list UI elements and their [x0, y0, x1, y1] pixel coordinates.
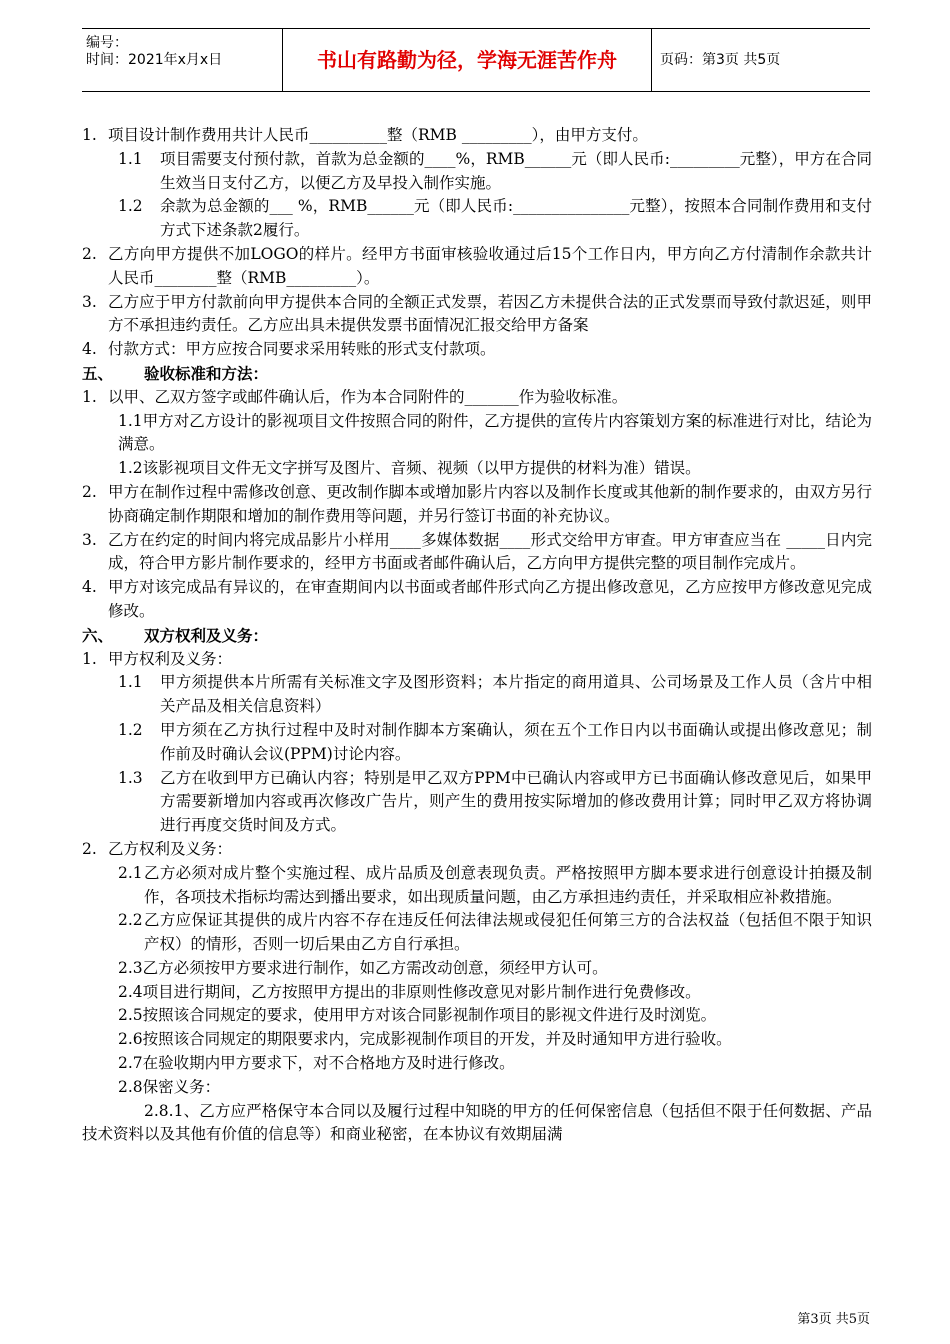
rights-clause-2-4: 2.4项目进行期间，乙方按照甲方提出的非原则性修改意见对影片制作进行免费修改。 [118, 982, 701, 1001]
clause-2: 2. 乙方向甲方提供不加LOGO的样片。经甲方书面审核验收通过后15个工作日内，甲方向乙方付清制作余款共计人民币________整（RMB_________）。 [82, 244, 872, 287]
rights-clause-2-8-1: 2.8.1、乙方应严格保守本合同以及履行过程中知晓的甲方的任何保密信息（包括但不限于任何数据、产品技术资料以及其他有价值的信息等）和商业秘密，在本协议有效期届满 [82, 1101, 872, 1144]
section-6-heading: 六、 双方权利及义务： [82, 625, 269, 645]
rights-clause-1-2: 1.2 甲方须在乙方执行过程中及时对制作脚本方案确认，须在五个工作日内以书面确认或提出修改意见；制作前及时确认会议(PPM)讨论内容。 [118, 720, 872, 763]
header-left [82, 29, 282, 91]
rights-clause-2-6: 2.6按照该合同规定的期限要求内，完成影视制作项目的开发，并及时通知甲方进行验收。 [118, 1030, 732, 1049]
rights-clause-2-1: 2.1 乙方必须对成片整个实施过程、成片品质及创意表现负责。严格按照甲方脚本要求进行创意设计拍摄及制作，各项技术指标均需达到播出要求，如出现质量问题，由乙方承担违约责任，并采取相应补救措施。 [118, 863, 872, 906]
clause-4: 4. 付款方式：甲方应按合同要求采用转账的形式支付款项。 [82, 340, 496, 359]
acceptance-clause-1-2: 1.2该影视项目文件无文字拼写及图片、音频、视频（以甲方提供的材料为准）错误。 [118, 459, 701, 478]
rights-clause-2-5: 2.5按照该合同规定的要求，使用甲方对该合同影视制作项目的影视文件进行及时浏览。 [118, 1006, 717, 1025]
rights-clause-1-3: 1.3 乙方在收到甲方已确认内容；特别是甲乙双方PPM中已确认内容或甲方已书面确认修改意见后，如果甲方需要新增加内容或再次修改广告片，则产生的费用按实际增加的修改费用计算；同时甲乙双方将协调进行再度交货时间及方式。 [118, 768, 872, 835]
rights-clause-2-2: 2.2 乙方应保证其提供的成片内容不存在违反任何法律法规或侵犯任何第三方的合法权益（包括但不限于知识产权）的情形，否则一切后果由乙方自行承担。 [118, 911, 872, 954]
acceptance-clause-3: 3. 乙方在约定的时间内将完成品影片小样用____多媒体数据____形式交给甲方审查。甲方审查应当在 _____日内完成，符合甲方影片制作要求的，经甲方书面或者邮件确认后，乙方向甲方提供完整的项目制作完成片。 [82, 530, 872, 573]
rights-clause-2-8: 2.8保密义务： [118, 1077, 221, 1096]
time-label: 时间：2021年x月x日 [86, 52, 223, 68]
acceptance-clause-4: 4. 甲方对该完成品有异议的，在审查期间内以书面或者邮件形式向乙方提出修改意见，乙方应按甲方修改意见完成修改。 [82, 578, 872, 620]
header-page-label: 页码：第3页 共5页 [660, 52, 781, 68]
header-motto: 书山有路勤为径，学海无涯苦作舟 [282, 29, 652, 91]
page-footer: 第3页 共5页 [797, 1312, 870, 1327]
rights-clause-2-7: 2.7在验收期内甲方要求下，对不合格地方及时进行修改。 [118, 1054, 515, 1073]
acceptance-clause-2: 2. 甲方在制作过程中需修改创意、更改制作脚本或增加影片内容以及制作长度或其他新的制作要求的，由双方另行协商确定制作期限和增加的制作费用等问题，并另行签订书面的补充协议。 [82, 482, 872, 525]
section-5-heading: 五、 验收标准和方法： [82, 363, 269, 383]
document-body [82, 124, 872, 1147]
rights-clause-2: 2. 乙方权利及义务： [82, 839, 233, 858]
clause-3: 3. 乙方应于甲方付款前向甲方提供本合同的全额正式发票，若因乙方未提供合法的正式发票而导致付款迟延，则甲方不承担违约责任。乙方应出具未提供发票书面情况汇报交给甲方备案 [82, 292, 872, 335]
rights-clause-2-3: 2.3乙方必须按甲方要求进行制作，如乙方需改动创意，须经甲方认可。 [118, 958, 608, 977]
serial-label: 编号： [86, 35, 128, 51]
clause-1: 1. 项目设计制作费用共计人民币__________整（RMB _________），由甲方支付。 [82, 126, 648, 144]
acceptance-clause-1: 1. 以甲、乙双方签字或邮件确认后，作为本合同附件的_______作为验收标准。 [82, 387, 628, 406]
clause-1-2: 1.2 余款为总金额的___ %，RMB______元（即人民币:_______________元整），按照本合同制作费用和支付方式下述条款2履行。 [118, 197, 872, 240]
page-header [82, 28, 870, 92]
clause-1-1: 1.1 项目需要支付预付款，首款为总金额的____%，RMB______元（即人民币:_________元整），甲方在合同生效当日支付乙方，以便乙方及早投入制作实施。 [118, 149, 872, 192]
acceptance-clause-1-1: 1.1甲方对乙方设计的影视项目文件按照合同的附件，乙方提供的宣传片内容策划方案的标准进行对比，结论为满意。 [118, 411, 872, 454]
rights-clause-1: 1. 甲方权利及义务： [82, 649, 233, 668]
rights-clause-1-1: 1.1 甲方须提供本片所需有关标准文字及图形资料；本片指定的商用道具、公司场景及工作人员（含片中相关产品及相关信息资料） [118, 673, 872, 716]
